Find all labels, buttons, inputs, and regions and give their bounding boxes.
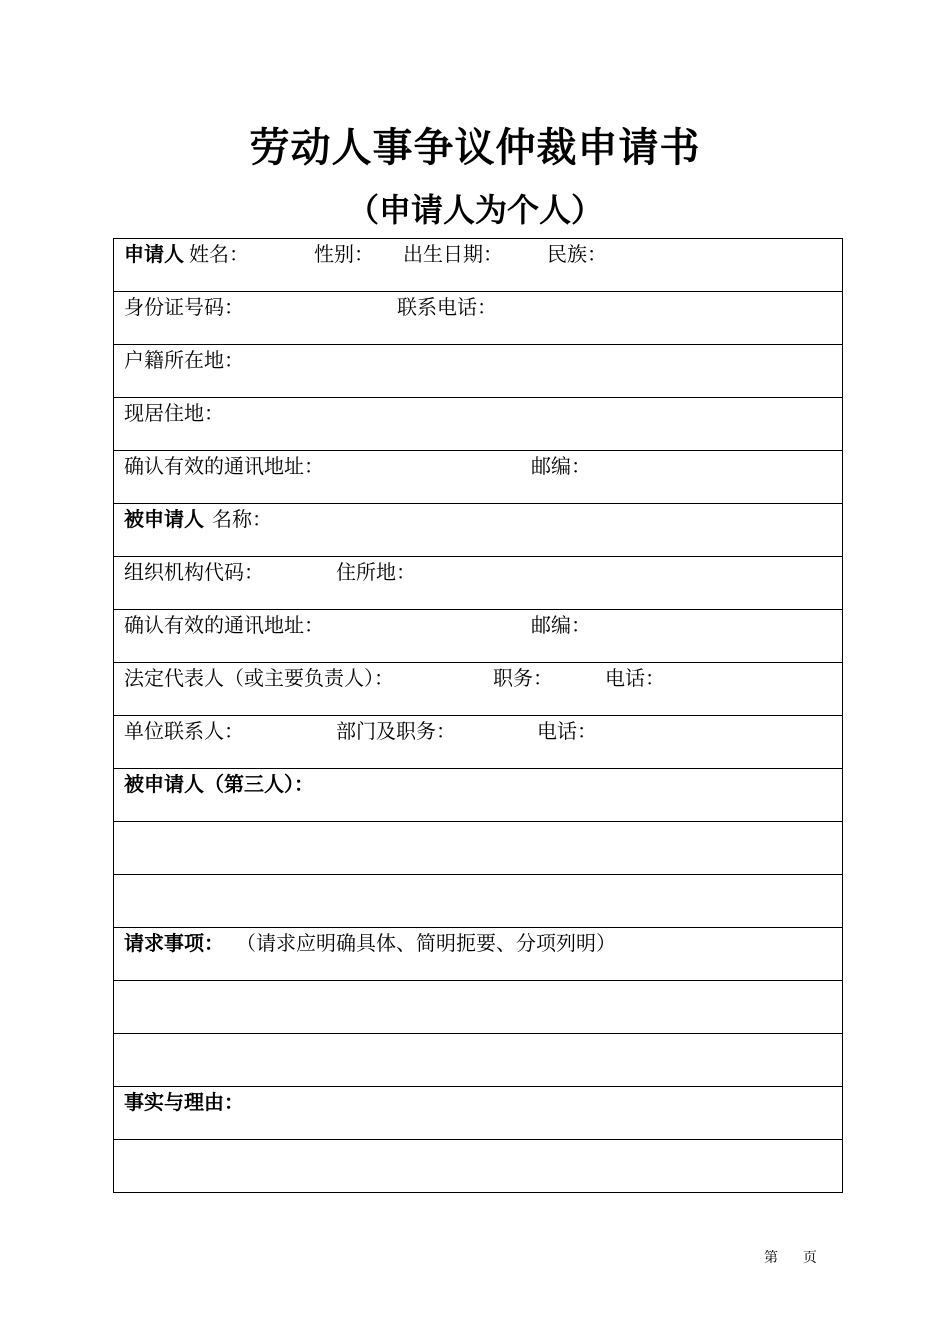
respondent-org-cell[interactable] — [114, 557, 843, 610]
applicant-residence-cell[interactable] — [114, 398, 843, 451]
page-number-footer — [764, 1248, 817, 1268]
respondent-contact-phone-label: 电话： — [537, 719, 597, 743]
facts-heading-cell[interactable] — [114, 1087, 843, 1140]
respondent-name-row — [114, 504, 843, 557]
applicant-phone-label: 联系电话： — [397, 295, 497, 319]
applicant-birth-label: 出生日期： — [403, 242, 503, 266]
third-party-heading: 被申请人（第三人）： — [124, 772, 314, 796]
applicant-id-row — [114, 292, 843, 345]
third-party-blank-row — [114, 822, 843, 875]
applicant-residence-row — [114, 398, 843, 451]
applicant-household-label: 户籍所在地： — [124, 348, 244, 372]
respondent-address-cell[interactable] — [114, 610, 843, 663]
facts-blank-row — [114, 1140, 843, 1193]
applicant-household-cell[interactable] — [114, 345, 843, 398]
respondent-name-label: 名称： — [212, 507, 272, 531]
respondent-postcode-label: 邮编： — [531, 613, 591, 637]
third-party-heading-cell[interactable] — [114, 769, 843, 822]
applicant-household-row — [114, 345, 843, 398]
claims-heading: 请求事项： — [124, 931, 224, 955]
claims-blank-cell[interactable] — [114, 1034, 843, 1087]
respondent-name-cell[interactable] — [114, 504, 843, 557]
respondent-org-row — [114, 557, 843, 610]
respondent-contact-label: 单位联系人： — [124, 719, 244, 743]
third-party-blank-cell[interactable] — [114, 875, 843, 928]
document-title: 劳动人事争议仲裁申请书 — [249, 125, 701, 171]
applicant-id-label: 身份证号码： — [124, 295, 244, 319]
application-form-table — [113, 238, 843, 1193]
page-number-suffix: 页 — [802, 1250, 817, 1266]
applicant-name-label: 姓名： — [189, 242, 249, 266]
applicant-address-label: 确认有效的通讯地址： — [124, 454, 324, 478]
page-number-prefix: 第 — [764, 1250, 778, 1266]
facts-heading: 事实与理由： — [124, 1090, 244, 1114]
respondent-legal-rep-row — [114, 663, 843, 716]
applicant-basic-row — [114, 239, 843, 292]
third-party-blank-row — [114, 875, 843, 928]
respondent-contact-row — [114, 716, 843, 769]
facts-blank-cell[interactable] — [114, 1140, 843, 1193]
facts-heading-row — [114, 1087, 843, 1140]
document-subtitle: （申请人为个人） — [346, 191, 603, 229]
claims-heading-row — [114, 928, 843, 981]
applicant-postcode-label: 邮编： — [531, 454, 591, 478]
respondent-position-label: 职务： — [493, 666, 553, 690]
respondent-dept-label: 部门及职务： — [336, 719, 456, 743]
claims-note: （请求应明确具体、简明扼要、分项列明） — [236, 931, 616, 955]
third-party-blank-cell[interactable] — [114, 822, 843, 875]
applicant-heading: 申请人 — [124, 242, 184, 266]
third-party-heading-row — [114, 769, 843, 822]
applicant-basic-cell[interactable] — [114, 239, 843, 292]
respondent-contact-cell[interactable] — [114, 716, 843, 769]
respondent-org-code-label: 组织机构代码： — [124, 560, 264, 584]
applicant-residence-label: 现居住地： — [124, 401, 224, 425]
respondent-heading: 被申请人 — [124, 507, 204, 531]
respondent-phone-label: 电话： — [605, 666, 665, 690]
claims-blank-row — [114, 981, 843, 1034]
respondent-legal-rep-cell[interactable] — [114, 663, 843, 716]
claims-blank-cell[interactable] — [114, 981, 843, 1034]
respondent-domicile-label: 住所地： — [336, 560, 416, 584]
respondent-address-row — [114, 610, 843, 663]
claims-heading-cell[interactable] — [114, 928, 843, 981]
applicant-address-row — [114, 451, 843, 504]
respondent-address-label: 确认有效的通讯地址： — [124, 613, 324, 637]
applicant-gender-label: 性别： — [314, 242, 374, 266]
claims-blank-row — [114, 1034, 843, 1087]
applicant-address-cell[interactable] — [114, 451, 843, 504]
respondent-legal-rep-label: 法定代表人（或主要负责人）： — [124, 666, 394, 690]
applicant-ethnicity-label: 民族： — [547, 242, 607, 266]
applicant-id-cell[interactable] — [114, 292, 843, 345]
